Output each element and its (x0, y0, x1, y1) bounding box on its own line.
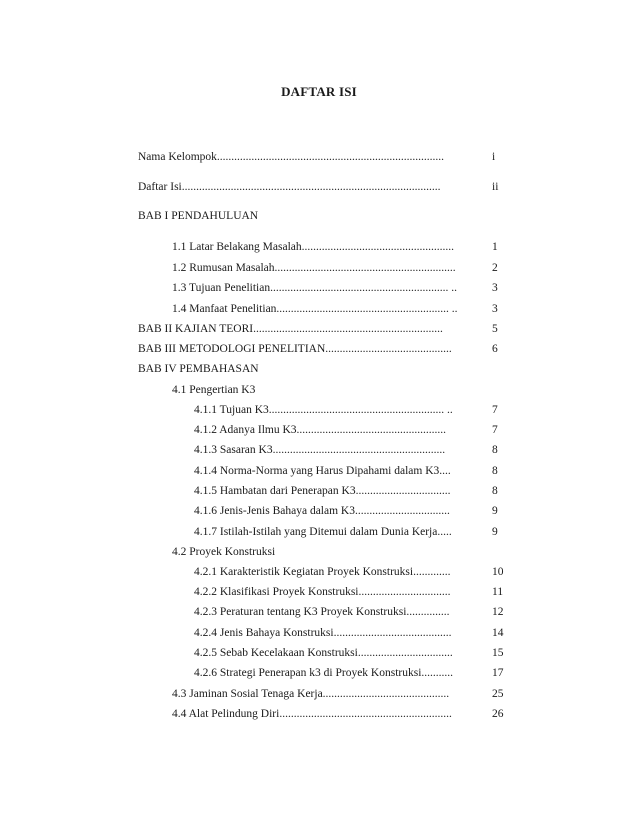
toc-entry[interactable] (0, 565, 638, 579)
toc-entry-title: BAB IV PEMBAHASAN (138, 363, 259, 375)
toc-entry-title: Daftar Isi.......................................................................................... (138, 181, 441, 193)
toc-entry-page-number: 3 (492, 282, 498, 294)
toc-entry-page-number: 10 (492, 566, 504, 578)
toc-entry[interactable] (0, 707, 638, 721)
toc-entry-page-number: 3 (492, 303, 498, 315)
toc-entry[interactable] (0, 504, 638, 518)
toc-entry-title: 4.2.6 Strategi Penerapan k3 di Proyek Konstruksi........... (194, 667, 454, 679)
toc-entry-title: 1.4 Manfaat Penelitian............................................................ .. (172, 303, 458, 315)
toc-entry[interactable] (0, 362, 638, 376)
toc-entry[interactable] (0, 383, 638, 397)
toc-entry-title: 1.2 Rumusan Masalah............................................................... (172, 262, 456, 274)
toc-entry-page-number: ii (492, 181, 499, 193)
toc-entry-page-number: 2 (492, 262, 498, 274)
toc-entry-page-number: 7 (492, 404, 498, 416)
toc-entry-page-number: 15 (492, 647, 504, 659)
toc-entry-title: 4.2 Proyek Konstruksi (172, 546, 276, 558)
toc-entry-page-number: 14 (492, 627, 504, 639)
toc-entry-title: Nama Kelompok............................................................................... (138, 151, 445, 163)
toc-entry-page-number: 11 (492, 586, 504, 598)
toc-entry[interactable] (0, 302, 638, 316)
toc-entry-page-number: 6 (492, 343, 498, 355)
page-title: DAFTAR ISI (281, 84, 357, 99)
toc-entry-page-number: 8 (492, 444, 498, 456)
toc-entry-title: BAB II KAJIAN TEORI.................................................................. (138, 323, 443, 335)
toc-entry-page-number: 1 (492, 241, 498, 253)
toc-entry[interactable] (0, 281, 638, 295)
toc-entry-title: 4.2.4 Jenis Bahaya Konstruksi......................................... (194, 627, 452, 639)
toc-entry-page-number: 25 (492, 688, 504, 700)
toc-entry[interactable] (0, 322, 638, 336)
toc-entry[interactable] (0, 585, 638, 599)
toc-entry-title: 4.1.1 Tujuan K3............................................................. .. (194, 404, 453, 416)
toc-entry-title: 4.2.1 Karakteristik Kegiatan Proyek Konstruksi............. (194, 566, 451, 578)
toc-entry[interactable] (0, 646, 638, 660)
toc-entry[interactable] (0, 464, 638, 478)
toc-entry-page-number: 5 (492, 323, 498, 335)
toc-entry[interactable] (0, 423, 638, 437)
toc-entry-title: 4.1.2 Adanya Ilmu K3.................................................... (194, 424, 447, 436)
toc-entry[interactable] (0, 261, 638, 275)
toc-entry-title: BAB III METODOLOGI PENELITIAN............................................ (138, 343, 452, 355)
toc-entry[interactable] (0, 687, 638, 701)
toc-entry[interactable] (0, 209, 638, 223)
toc-entry[interactable] (0, 666, 638, 680)
toc-entry-title: 4.1.7 Istilah-Istilah yang Ditemui dalam Dunia Kerja..... (194, 526, 452, 538)
toc-entry-title: 4.1.6 Jenis-Jenis Bahaya dalam K3................................. (194, 505, 450, 517)
toc-entry-title: 4.4 Alat Pelindung Diri............................................................ (172, 708, 452, 720)
toc-entry-title: 1.1 Latar Belakang Masalah..................................................... (172, 241, 455, 253)
toc-entry[interactable] (0, 626, 638, 640)
toc-entry-page-number: 12 (492, 606, 504, 618)
toc-entry-title: 4.1 Pengertian K3 (172, 384, 256, 396)
toc-entry-page-number: 9 (492, 526, 498, 538)
toc-entry[interactable] (0, 342, 638, 356)
toc-entry[interactable] (0, 443, 638, 457)
toc-entry[interactable] (0, 605, 638, 619)
toc-entry[interactable] (0, 180, 638, 194)
toc-entry-title: 4.2.3 Peraturan tentang K3 Proyek Konstruksi............... (194, 606, 450, 618)
toc-entry-title: 4.3 Jaminan Sosial Tenaga Kerja............................................ (172, 688, 450, 700)
toc-entry-page-number: 17 (492, 667, 504, 679)
toc-entry-title: 4.1.3 Sasaran K3............................................................ (194, 444, 446, 456)
toc-entry-title: 4.2.5 Sebab Kecelakaan Konstruksi................................. (194, 647, 453, 659)
toc-entry-page-number: i (492, 151, 496, 163)
toc-entry-title: 4.1.5 Hambatan dari Penerapan K3................................. (194, 485, 451, 497)
toc-entry-page-number: 8 (492, 485, 498, 497)
toc-entry-page-number: 9 (492, 505, 498, 517)
toc-entry[interactable] (0, 240, 638, 254)
toc-entry-page-number: 7 (492, 424, 498, 436)
toc-entry-page-number: 8 (492, 465, 498, 477)
toc-entry[interactable] (0, 484, 638, 498)
toc-entry[interactable] (0, 525, 638, 539)
toc-entry[interactable] (0, 545, 638, 559)
toc-entry[interactable] (0, 150, 638, 164)
toc-entry-title: 1.3 Tujuan Penelitian.............................................................. .. (172, 282, 457, 294)
toc-entry-title: 4.1.4 Norma-Norma yang Harus Dipahami dalam K3.... (194, 465, 451, 477)
toc-entry-page-number: 26 (492, 708, 504, 720)
toc-entry-title: BAB I PENDAHULUAN (138, 210, 259, 222)
toc-entry-title: 4.2.2 Klasifikasi Proyek Konstruksi................................ (194, 586, 451, 598)
toc-entry[interactable] (0, 403, 638, 417)
